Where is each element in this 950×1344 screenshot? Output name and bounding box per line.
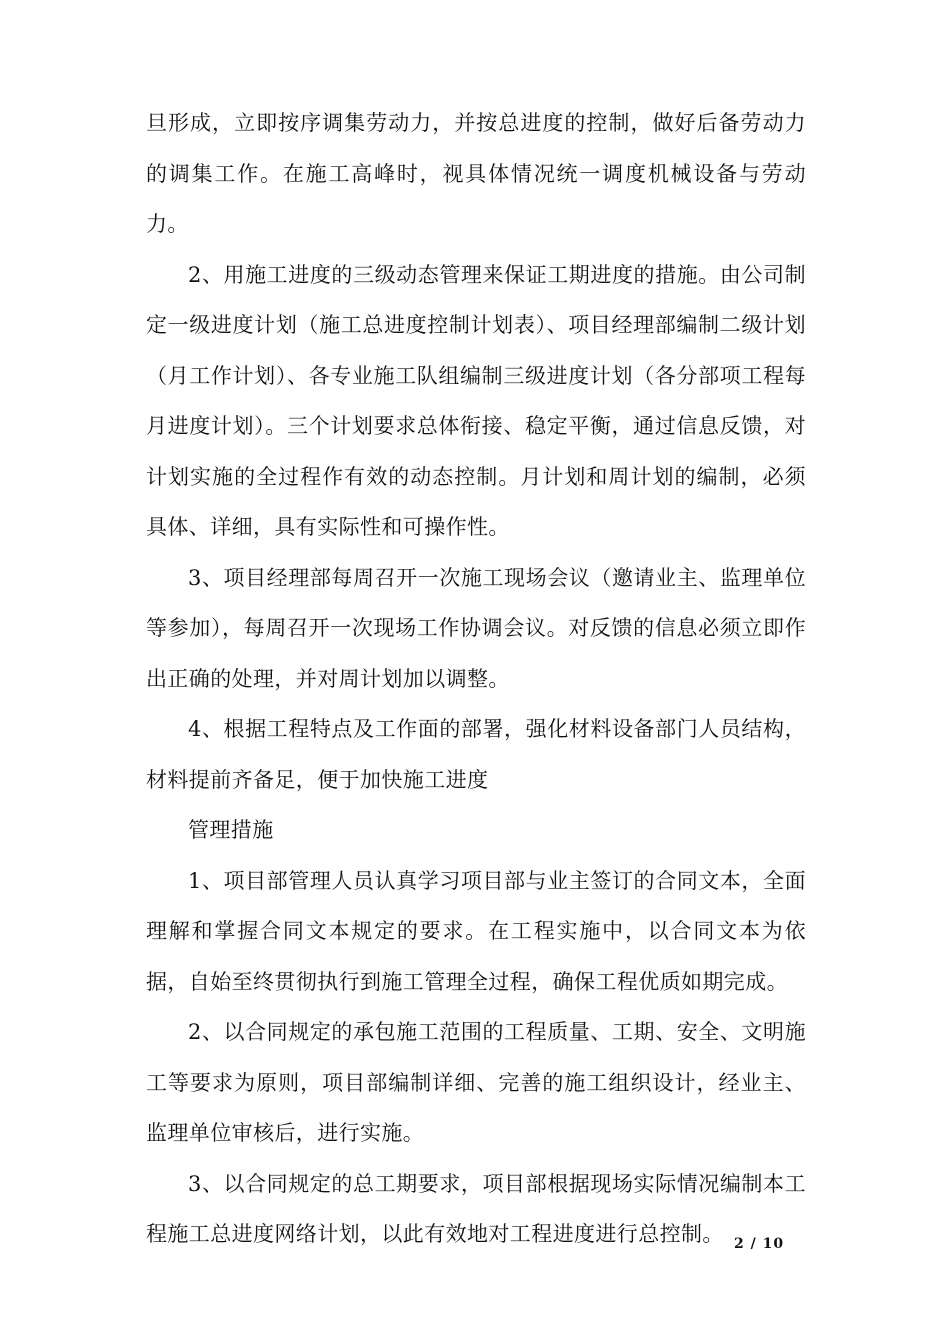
- paragraph: 2、用施工进度的三级动态管理来保证工期进度的措施。由公司制定一级进度计划（施工总进度控制计划表）、项目经理部编制二级计划（月工作计划）、各专业施工队组编制三级进度计划（各分部项工程每月进度计划）。三个计划要求总体衔接、稳定平衡，通过信息反馈，对计划实施的全过程作有效的动态控制。月计划和周计划的编制，必须具体、详细，具有实际性和可操作性。: [146, 262, 806, 539]
- paragraph: 2、以合同规定的承包施工范围的工程质量、工期、安全、文明施工等要求为原则，项目部编制详细、完善的施工组织设计，经业主、监理单位审核后，进行实施。: [146, 1020, 806, 1145]
- paragraph: 3、以合同规定的总工期要求，项目部根据现场实际情况编制本工程施工总进度网络计划，以此有效地对工程进度进行总控制。: [146, 1171, 806, 1246]
- page-number: 2 / 10: [734, 1236, 785, 1252]
- section-heading: 管理措施: [188, 818, 274, 842]
- paragraph: 4、根据工程特点及工作面的部署，强化材料设备部门人员结构，材料提前齐备足，便于加快施工进度: [146, 717, 806, 792]
- paragraph: 1、项目部管理人员认真学习项目部与业主签订的合同文本，全面理解和掌握合同文本规定的要求。在工程实施中，以合同文本为依据，自始至终贯彻执行到施工管理全过程，确保工程优质如期完成。: [146, 868, 806, 994]
- paragraph: 3、项目经理部每周召开一次施工现场会议（邀请业主、监理单位等参加），每周召开一次现场工作协调会议。对反馈的信息必须立即作出正确的处理，并对周计划加以调整。: [146, 565, 806, 691]
- document-body: [146, 98, 806, 1260]
- paragraph: 旦形成，立即按序调集劳动力，并按总进度的控制，做好后备劳动力的调集工作。在施工高峰时，视具体情况统一调度机械设备与劳动力。: [146, 111, 806, 236]
